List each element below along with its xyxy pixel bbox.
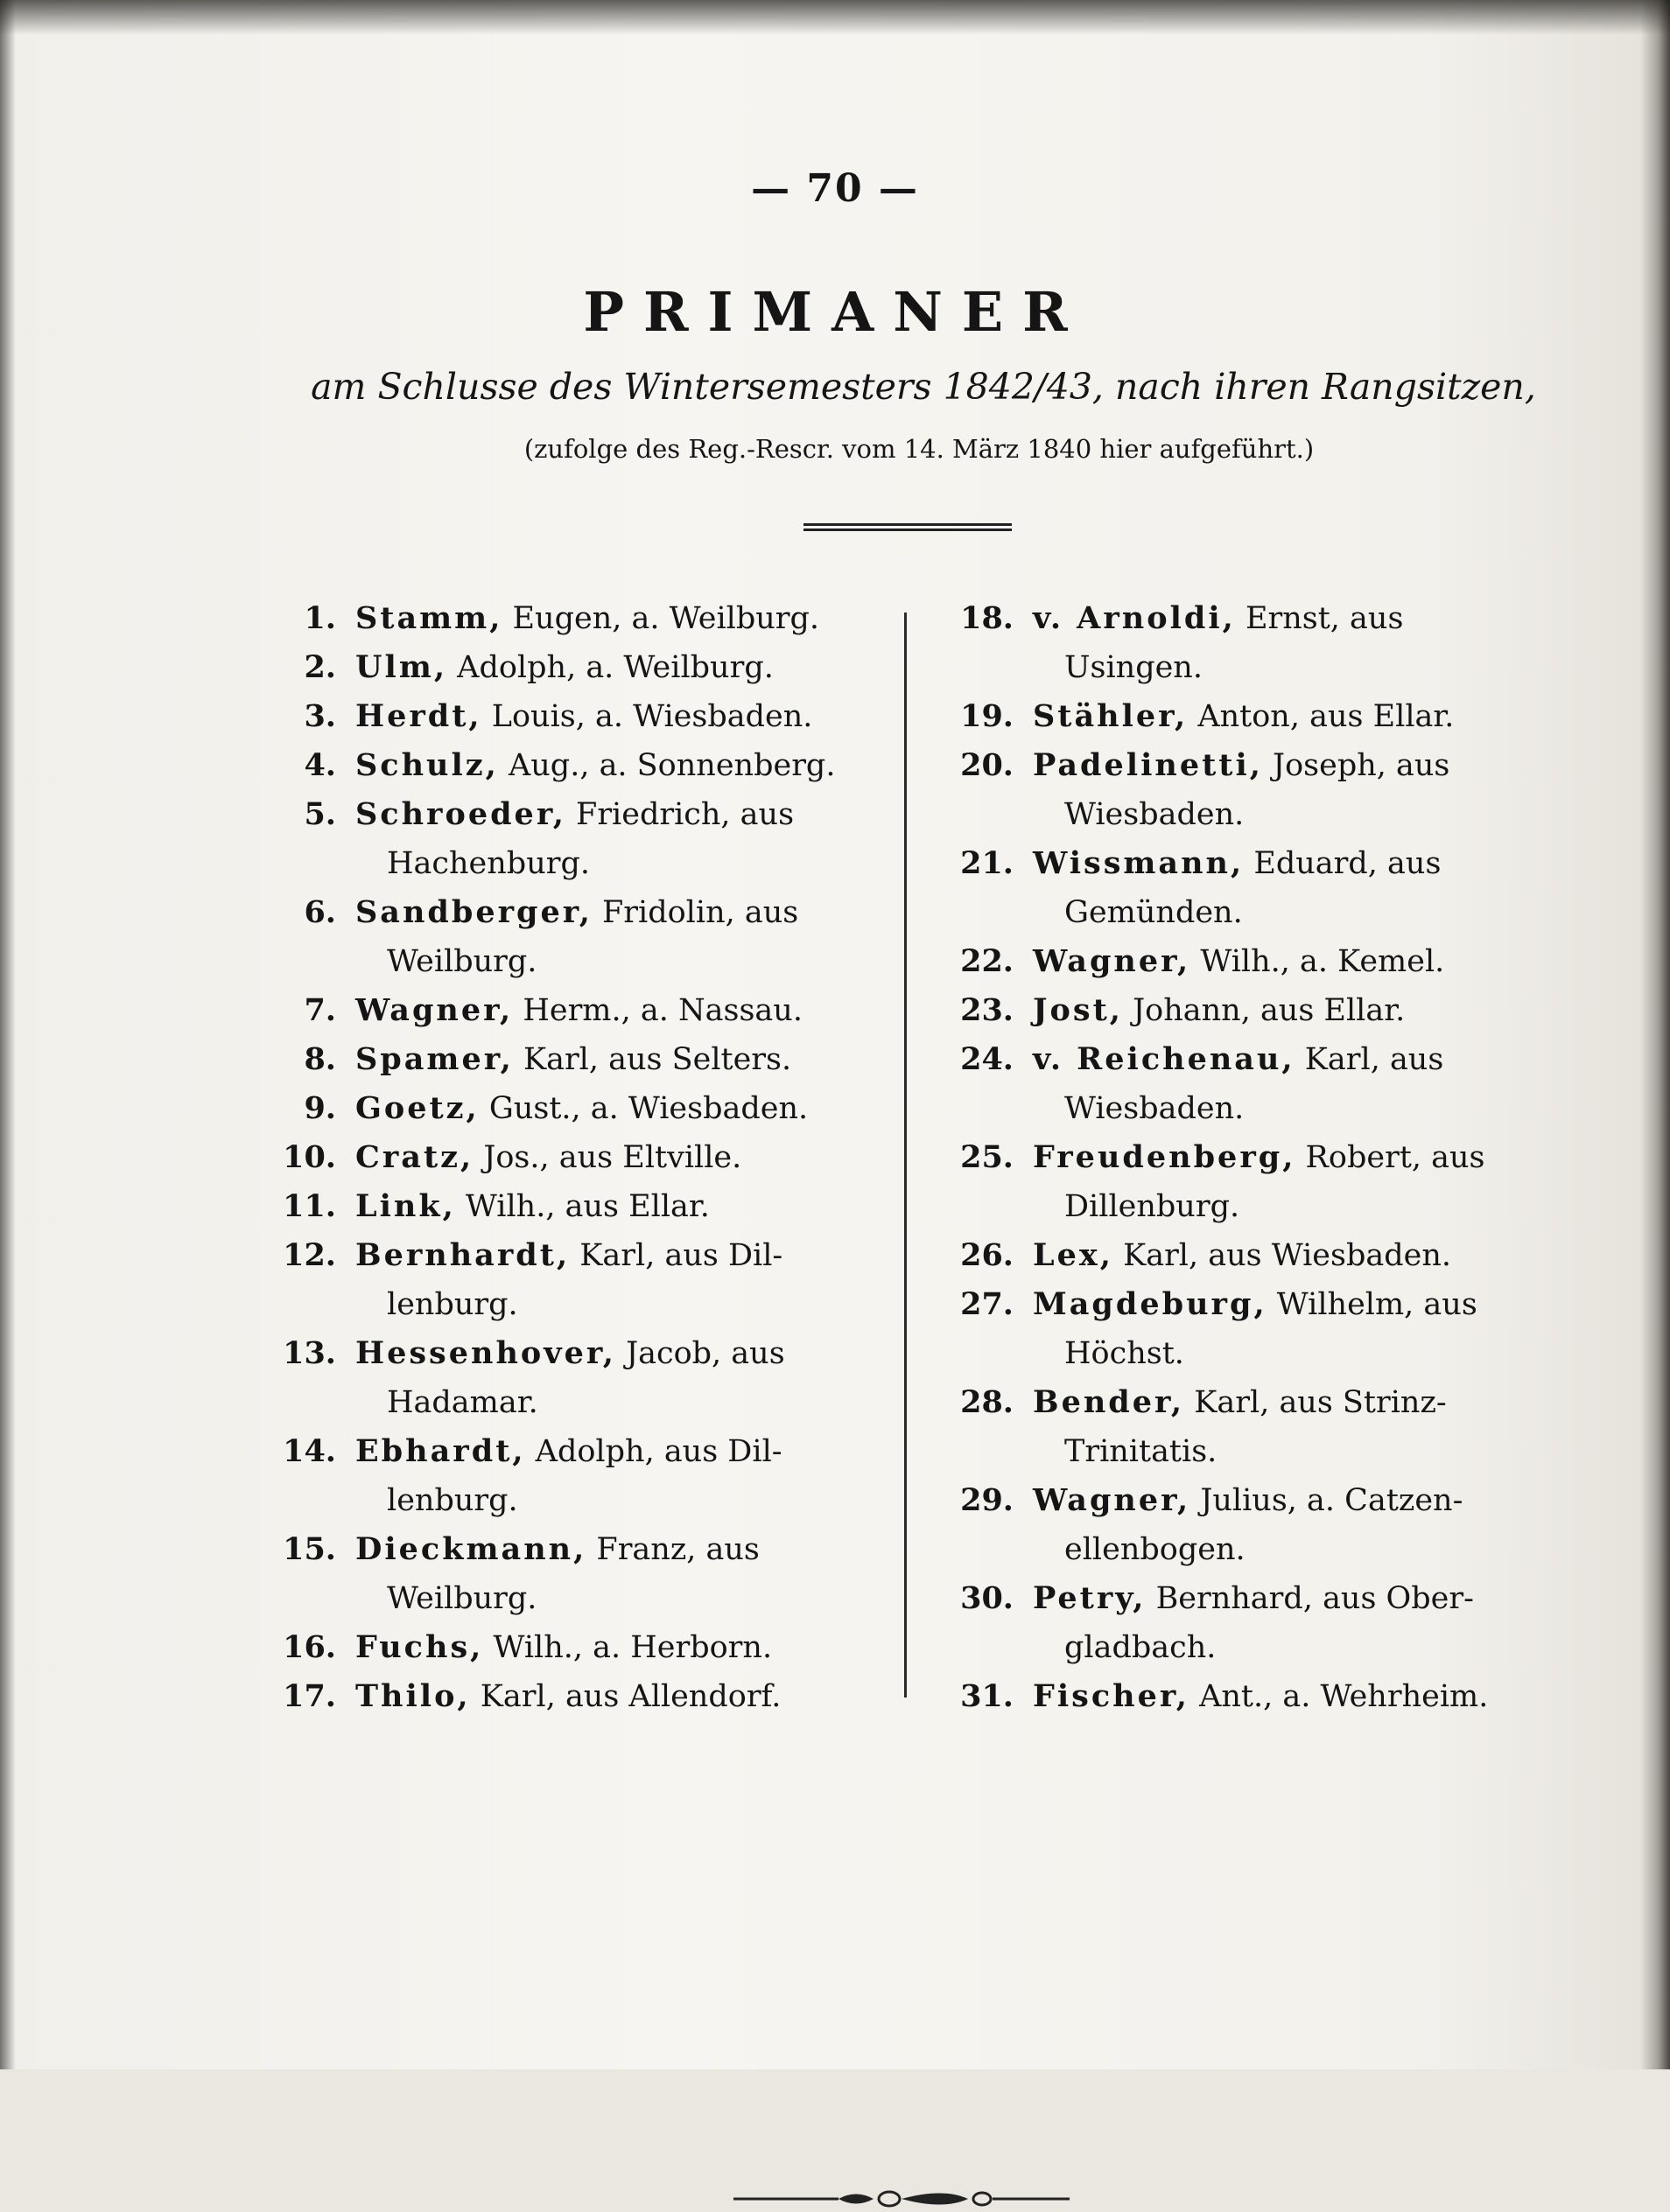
entry-continuation: gladbach. [1064, 1630, 1217, 1665]
entry-text [355, 1187, 710, 1226]
entry-text [355, 1334, 785, 1373]
entry-text [1033, 746, 1449, 785]
entry-surname: Cratz, [355, 1139, 474, 1175]
entry-rank: 14. [283, 1433, 336, 1469]
entry-text [1033, 1285, 1477, 1324]
entry-given-origin: Jos., aus Eltville. [474, 1140, 742, 1175]
entry-given-origin: Ernst, aus [1235, 601, 1404, 636]
entry-rank: 28. [960, 1384, 1014, 1420]
entry-surname: Wagner, [1033, 943, 1191, 979]
entry-surname: Goetz, [355, 1090, 480, 1126]
entry-rank: 18. [960, 600, 1014, 636]
entry-text [355, 746, 835, 785]
entry-text [355, 648, 774, 687]
entry-surname: Herdt, [355, 698, 482, 734]
entry-given-origin: Karl, aus Selters. [513, 1042, 792, 1077]
page-top-shadow [0, 0, 1670, 35]
entry-surname: Stamm, [355, 600, 503, 636]
entry-rank: 22. [960, 943, 1014, 979]
entry-given-origin: Friedrich, aus [565, 797, 795, 832]
entry-rank: 15. [283, 1531, 336, 1567]
ornament-divider [733, 2186, 1070, 2212]
entry-given-origin: Wilh., aus Ellar. [455, 1189, 710, 1224]
entry-surname: Ebhardt, [355, 1433, 526, 1469]
entry-text [355, 991, 803, 1030]
entry-surname: Petry, [1033, 1580, 1147, 1616]
entry-given-origin: Karl, aus Strinz- [1184, 1385, 1447, 1420]
entry-rank: 17. [283, 1678, 336, 1714]
entry-given-origin: Eugen, a. Weilburg. [502, 601, 820, 636]
entry-text [355, 1628, 772, 1667]
entry-continuation: Usingen. [1064, 650, 1203, 685]
entry-rank: 20. [960, 747, 1014, 783]
entry-given-origin: Karl, aus Wiesbaden. [1112, 1238, 1452, 1273]
entry-given-origin: Karl, aus [1295, 1042, 1444, 1077]
entry-given-origin: Wilh., a. Kemel. [1190, 944, 1445, 979]
entry-given-origin: Aug., a. Sonnenberg. [498, 748, 836, 783]
entry-rank: 30. [960, 1580, 1014, 1616]
column-divider [904, 612, 907, 1698]
entry-surname: Fischer, [1033, 1678, 1189, 1714]
entry-text [1033, 1481, 1463, 1520]
entry-continuation: Gemünden. [1064, 895, 1243, 930]
entry-surname: Lex, [1033, 1237, 1113, 1273]
entry-surname: Bernhardt, [355, 1237, 571, 1273]
entry-rank: 23. [960, 992, 1014, 1028]
entry-given-origin: Franz, aus [586, 1532, 760, 1567]
entry-rank: 4. [304, 747, 336, 783]
entry-text [1033, 1236, 1451, 1275]
entry-rank: 13. [283, 1335, 336, 1371]
entry-text [1033, 697, 1454, 736]
entry-surname: Wissmann, [1033, 845, 1245, 881]
entry-given-origin: Adolph, aus Dil- [525, 1434, 782, 1469]
entry-surname: Schroeder, [355, 796, 566, 832]
entry-surname: v. Reichenau, [1033, 1041, 1295, 1077]
entry-text [355, 795, 794, 834]
entry-surname: Schulz, [355, 747, 499, 783]
entry-rank: 9. [304, 1090, 336, 1126]
entry-surname: Spamer, [355, 1041, 514, 1077]
entry-continuation: ellenbogen. [1064, 1532, 1245, 1567]
entry-rank: 24. [960, 1041, 1014, 1077]
entry-rank: 25. [960, 1139, 1014, 1175]
entry-given-origin: Adolph, a. Weilburg. [447, 650, 774, 685]
entry-rank: 12. [283, 1237, 336, 1273]
entry-given-origin: Joseph, aus [1262, 748, 1450, 783]
entry-given-origin: Ant., a. Wehrheim. [1189, 1679, 1489, 1714]
entry-text [1033, 1677, 1488, 1716]
entry-text [355, 1432, 782, 1471]
entry-text [355, 1236, 782, 1275]
entry-continuation: lenburg. [387, 1483, 518, 1518]
entry-rank: 31. [960, 1678, 1014, 1714]
entry-continuation: Trinitatis. [1064, 1434, 1217, 1469]
entry-text [355, 893, 798, 932]
entry-given-origin: Julius, a. Catzen- [1190, 1483, 1463, 1518]
entry-surname: Thilo, [355, 1678, 471, 1714]
entry-given-origin: Eduard, aus [1244, 846, 1442, 881]
entry-text [1033, 844, 1441, 883]
entry-given-origin: Wilh., a. Herborn. [483, 1630, 773, 1665]
entry-text [1033, 991, 1405, 1030]
entry-surname: Wagner, [355, 992, 514, 1028]
entry-rank: 11. [283, 1188, 336, 1224]
entry-surname: Magdeburg, [1033, 1286, 1267, 1322]
entry-surname: v. Arnoldi, [1033, 600, 1236, 636]
entry-text [1033, 1040, 1443, 1079]
entry-text [1033, 1138, 1485, 1177]
entry-continuation: Weilburg. [387, 944, 537, 979]
entry-continuation: Hadamar. [387, 1385, 538, 1420]
page-title: PRIMANER [583, 280, 1087, 344]
entry-rank: 3. [304, 698, 336, 734]
entry-text [355, 697, 812, 736]
entry-given-origin: Johann, aus Ellar. [1122, 993, 1406, 1028]
entry-rank: 5. [304, 796, 336, 832]
entry-given-origin: Anton, aus Ellar. [1188, 699, 1455, 734]
entry-rank: 26. [960, 1237, 1014, 1273]
entry-continuation: Weilburg. [387, 1581, 537, 1616]
entry-surname: Fuchs, [355, 1629, 484, 1665]
entry-given-origin: Bernhard, aus Ober- [1146, 1581, 1474, 1616]
entry-surname: Padelinetti, [1033, 747, 1263, 783]
entry-rank: 27. [960, 1286, 1014, 1322]
entry-text [1033, 1383, 1447, 1422]
entry-rank: 19. [960, 698, 1014, 734]
entry-continuation: Dillenburg. [1064, 1189, 1240, 1224]
entry-continuation: Wiesbaden. [1064, 1091, 1245, 1126]
entry-rank: 10. [283, 1139, 336, 1175]
entry-surname: Link, [355, 1188, 456, 1224]
entry-continuation: Hachenburg. [387, 846, 590, 881]
entry-surname: Sandberger, [355, 894, 593, 930]
double-rule [803, 523, 1012, 531]
entry-continuation: lenburg. [387, 1287, 518, 1322]
entry-given-origin: Karl, aus Allendorf. [470, 1679, 782, 1714]
entry-surname: Stähler, [1033, 698, 1189, 734]
entry-text [1033, 599, 1403, 638]
entry-given-origin: Gust., a. Wiesbaden. [479, 1091, 809, 1126]
entry-text [355, 1677, 781, 1716]
entry-text [355, 1089, 808, 1128]
regulation-note: (zufolge des Reg.-Rescr. vom 14. März 1840 hier aufgeführt.) [523, 434, 1315, 464]
entry-text [1033, 942, 1444, 981]
entry-text [355, 1040, 791, 1079]
entry-text [1033, 1579, 1474, 1618]
entry-rank: 2. [304, 649, 336, 685]
entry-given-origin: Louis, a. Wiesbaden. [481, 699, 813, 734]
entry-surname: Wagner, [1033, 1482, 1191, 1518]
entry-surname: Freudenberg, [1033, 1139, 1296, 1175]
page-number: — 70 — [751, 166, 919, 211]
entry-rank: 1. [304, 600, 336, 636]
entry-rank: 16. [283, 1629, 336, 1665]
entry-surname: Ulm, [355, 649, 448, 685]
subtitle: am Schlusse des Wintersemesters 1842/43, nach ihren Rangsitzen, [311, 366, 1536, 408]
entry-surname: Dieckmann, [355, 1531, 587, 1567]
entry-rank: 21. [960, 845, 1014, 881]
entry-given-origin: Fridolin, aus [592, 895, 799, 930]
entry-given-origin: Robert, aus [1295, 1140, 1485, 1175]
entry-given-origin: Wilhelm, aus [1267, 1287, 1477, 1322]
entry-given-origin: Jacob, aus [615, 1336, 785, 1371]
entry-text [355, 599, 819, 638]
entry-continuation: Wiesbaden. [1064, 797, 1245, 832]
entry-surname: Hessenhover, [355, 1335, 616, 1371]
entry-rank: 7. [304, 992, 336, 1028]
entry-given-origin: Herm., a. Nassau. [513, 993, 803, 1028]
entry-surname: Bender, [1033, 1384, 1185, 1420]
entry-given-origin: Karl, aus Dil- [570, 1238, 783, 1273]
entry-text [355, 1138, 741, 1177]
entry-text [355, 1530, 760, 1569]
entry-rank: 29. [960, 1482, 1014, 1518]
entry-continuation: Höchst. [1064, 1336, 1184, 1371]
entry-rank: 6. [304, 894, 336, 930]
entry-rank: 8. [304, 1041, 336, 1077]
entry-surname: Jost, [1033, 992, 1123, 1028]
